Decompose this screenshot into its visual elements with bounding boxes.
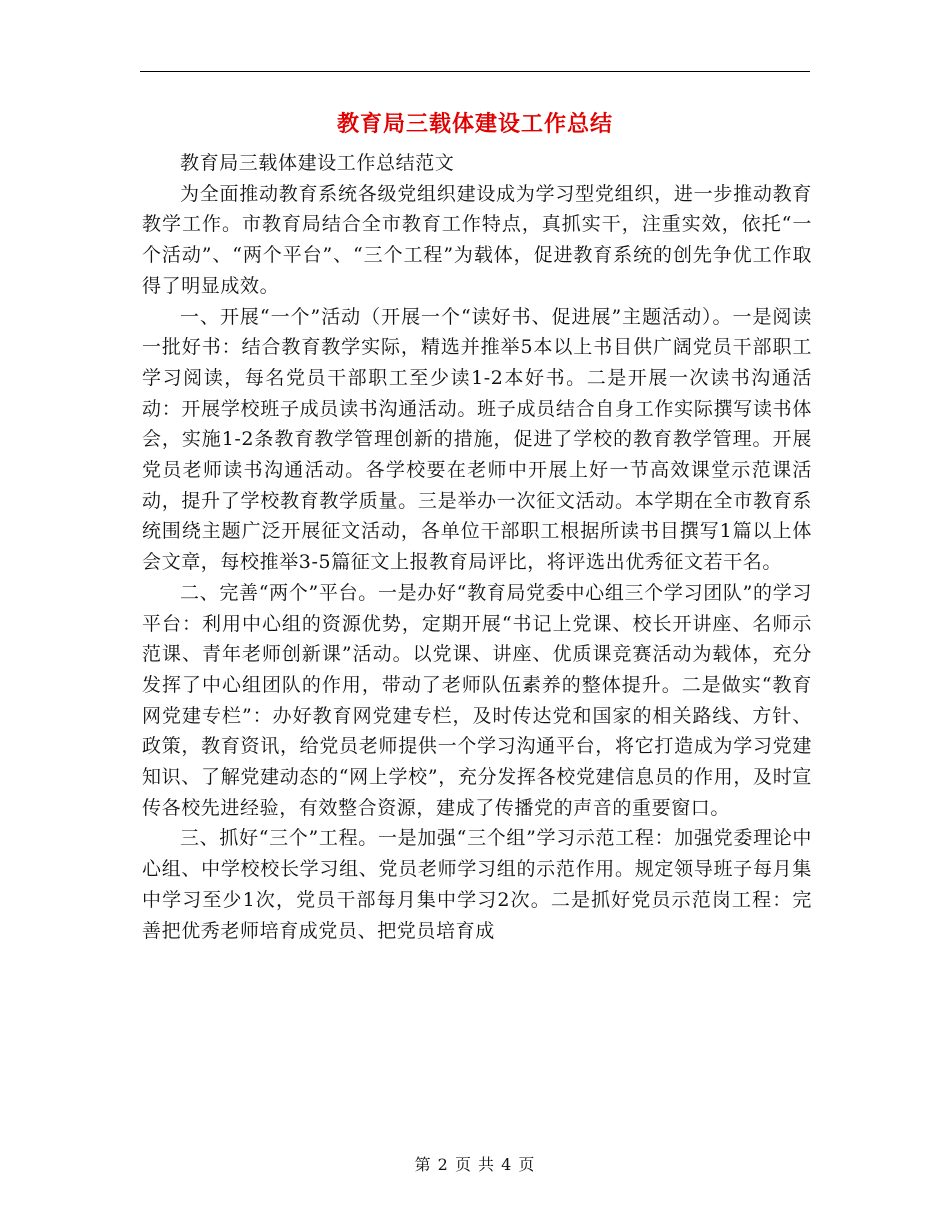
document-body bbox=[142, 148, 812, 946]
paragraph-intro: 为全面推动教育系统各级党组织建设成为学习型党组织，进一步推动教育教学工作。市教育局结合全市教育工作特点，真抓实干，注重实效，依托“一个活动”、“两个平台”、“三个工程”为载体，促进教育系统的创先争优工作取得了明显成效。 bbox=[142, 182, 812, 297]
paragraph-subtitle: 教育局三载体建设工作总结范文 bbox=[180, 152, 455, 174]
paragraph-section-1: 一、开展“一个”活动（开展一个“读好书、促进展”主题活动）。一是阅读一批好书：结合教育教学实际，精选并推举5本以上书目供广阔党员干部职工学习阅读，每名党员干部职工至少读1-2本好书。二是开展一次读书沟通活动：开展学校班子成员读书沟通活动。班子成员结合自身工作实际撰写读书体会，实施1-2条教育教学管理创新的措施，促进了学校的教育教学管理。开展党员老师读书沟通活动。各学校要在老师中开展上好一节高效课堂示范课活动，提升了学校教育教学质量。三是举办一次征文活动。本学期在全市教育系统围绕主题广泛开展征文活动，各单位干部职工根据所读书目撰写1篇以上体会文章，每校推举3-5篇征文上报教育局评比，将评选出优秀征文若干名。 bbox=[142, 305, 812, 574]
paragraph-section-3: 三、抓好“三个”工程。一是加强“三个组”学习示范工程：加强党委理论中心组、中学校校长学习组、党员老师学习组的示范作用。规定领导班子每月集中学习至少1次，党员干部每月集中学习2次。二是抓好党员示范岗工程：完善把优秀老师培育成党员、把党员培育成 bbox=[142, 827, 812, 942]
header-rule bbox=[140, 71, 810, 72]
paragraph-section-2: 二、完善“两个”平台。一是办好“教育局党委中心组三个学习团队”的学习平台：利用中心组的资源优势，定期开展“书记上党课、校长开讲座、名师示范课、青年老师创新课”活动。以党课、讲座、优质课竞赛活动为载体，充分发挥了中心组团队的作用，带动了老师队伍素养的整体提升。二是做实“教育网党建专栏”：办好教育网党建专栏，及时传达党和国家的相关路线、方针、政策，教育资讯，给党员老师提供一个学习沟通平台，将它打造成为学习党建知识、了解党建动态的“网上学校”，充分发挥各校党建信息员的作用，及时宣传各校先进经验，有效整合资源，建成了传播党的声音的重要窗口。 bbox=[142, 581, 812, 819]
page-number-footer: 第 2 页 共 4 页 bbox=[414, 1155, 536, 1174]
document-title: 教育局三载体建设工作总结 bbox=[336, 112, 613, 137]
